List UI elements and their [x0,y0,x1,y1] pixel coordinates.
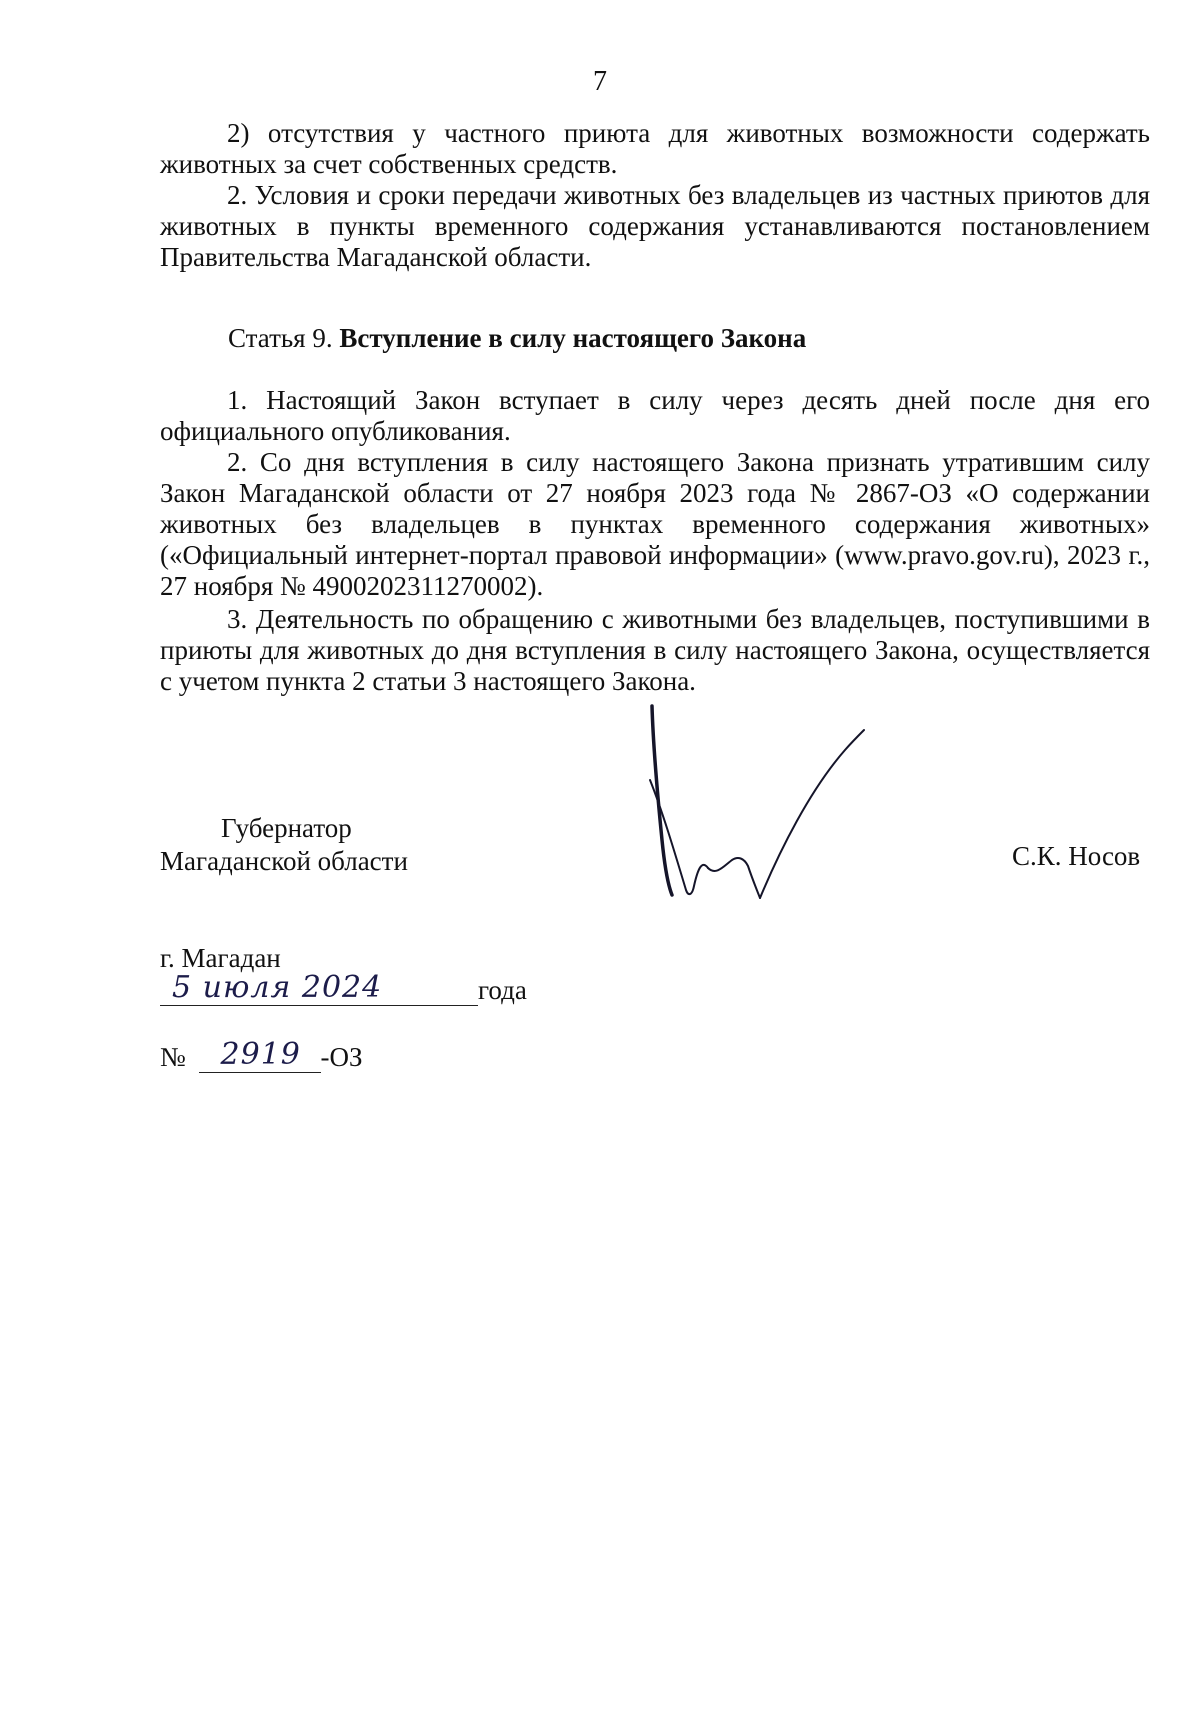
article-prefix: Статья 9. [228,323,333,353]
handwritten-number: 2919 [220,1037,301,1072]
article-9-paragraph-1: 1. Настоящий Закон вступает в силу через десять дней после дня его официального опубликования. [160,385,1150,446]
signatory-name: С.К. Носов [1012,841,1141,871]
paragraph-item-2: 2) отсутствия у частного приюта для животных возможности содержать животных за счет собственных средств. [160,118,1150,179]
page-number: 7 [593,66,607,97]
paragraph-section-2: 2. Условия и сроки передачи животных без владельцев из частных приютов для животных в пункты временного содержания устанавливаются постановлением Правительства Магаданской области. [160,180,1150,272]
signatory-title-line-2: Магаданской области [160,846,408,876]
signatory-title-line-1: Губернатор [221,813,352,843]
article-9-paragraph-3: 3. Деятельность по обращению с животными без владельцев, поступившими в приюты для животных до дня вступления в силу настоящего Закона, осуществляется с учетом пункта 2 статьи 3 настоящего Закона. [160,604,1150,696]
article-heading [228,323,806,354]
article-9-paragraph-2: 2. Со дня вступления в силу настоящего Закона признать утратившим силу Закон Магаданской области от 27 ноября 2023 года № 2867-ОЗ «О содержании животных без владельцев в пунктах временного содержания животных» («Официальный интернет-портал правовой информации» (www.pravo.gov.ru), 2023 г., 27 ноября № 4900202311270002). [160,447,1150,601]
date-field [160,970,478,1006]
number-sign: № [160,1042,186,1072]
handwritten-signature [640,700,900,910]
law-number [160,1037,363,1073]
number-field [199,1037,321,1073]
date-suffix: года [478,975,527,1005]
signing-place: г. Магадан [160,943,281,973]
article-title: Вступление в силу настоящего Закона [339,323,807,353]
number-suffix: -ОЗ [320,1042,363,1072]
handwritten-date: 5 июля 2024 [172,970,383,1005]
signing-date [160,970,527,1006]
